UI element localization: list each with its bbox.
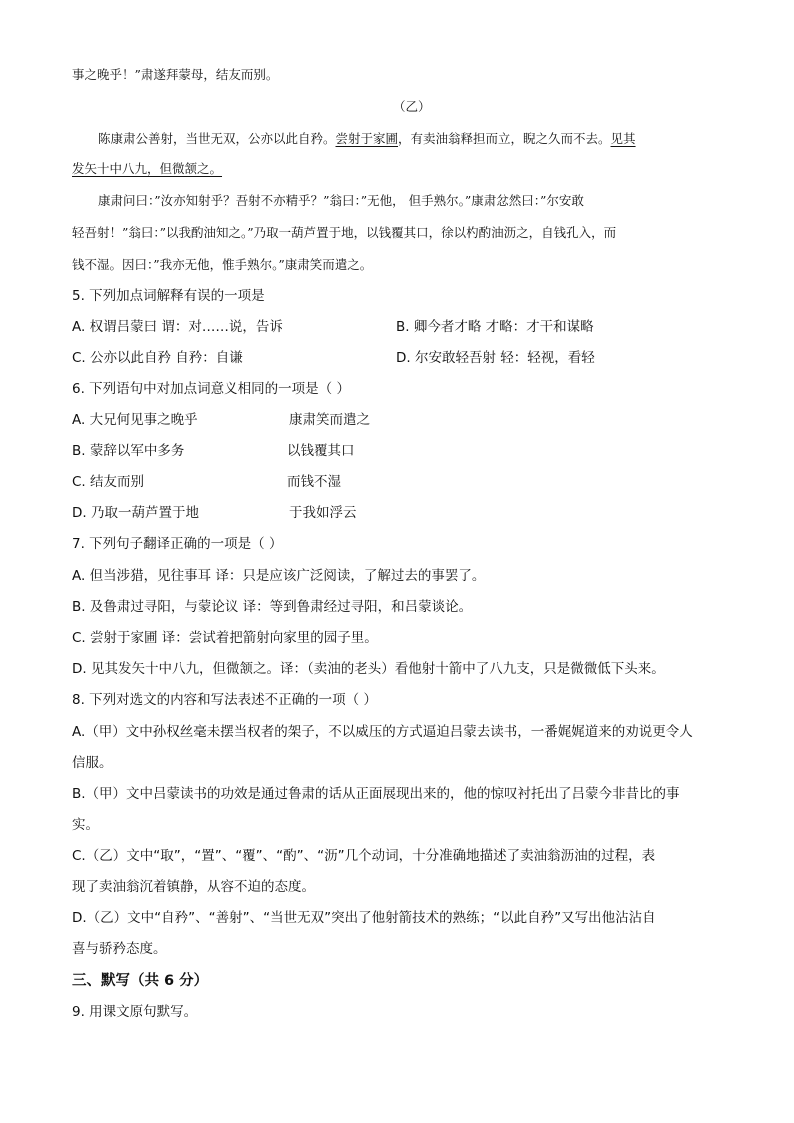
yi-p1-part1: 陈康肃公善射，当世无双，公亦以此自矜。 — [98, 131, 336, 146]
yi-paragraph-2-line-3: 钱不湿。因曰：”我亦无他，惟手熟尔。”康肃笑而遣之。 — [72, 257, 373, 272]
question-5-option-a: A. 权谓吕蒙曰 谓：对……说，告诉 — [72, 319, 283, 335]
yi-p1-underlined-1: 尝射于家圃 — [335, 131, 399, 146]
question-6-option-b-left: B. 蒙辞以军中多务 — [72, 443, 185, 459]
question-6-option-c-right: 而钱不湿 — [287, 474, 341, 490]
question-5-option-b: B. 卿今者才略 才略：才干和谋略 — [396, 319, 594, 335]
yi-paragraph-1-line-1 — [98, 128, 636, 150]
question-9-stem: 9. 用课文原句默写。 — [72, 1004, 198, 1020]
question-7-option-c: C. 尝射于家圃 译：尝试着把箭射向家里的园子里。 — [72, 630, 378, 646]
question-6-option-d-left: D. 乃取一葫芦置于地 — [72, 505, 199, 521]
question-7-option-d: D. 见其发矢十中八九，但微颔之。译：（卖油的老头）看他射十箭中了八九支，只是微微低下头来。 — [72, 661, 665, 677]
section-yi-label: （乙） — [393, 99, 431, 114]
question-7-option-b: B. 及鲁肃过寻阳，与蒙论议 译：等到鲁肃经过寻阳，和吕蒙谈论。 — [72, 599, 473, 615]
question-8-option-a-line-1: A.（甲）文中孙权丝毫未摆当权者的架子，不以威压的方式逼迫吕蒙去读书，一番娓娓道来的劝说更令人 — [72, 724, 693, 740]
question-8-option-d-line-1: D.（乙）文中“自矜”、“善射”、“当世无双”突出了他射箭技术的熟练；“以此自矜”又写出他沾沾自 — [72, 910, 656, 926]
question-5-stem: 5. 下列加点词解释有误的一项是 — [72, 288, 265, 304]
question-8-option-b-line-1: B.（甲）文中吕蒙读书的功效是通过鲁肃的话从正面展现出来的，他的惊叹衬托出了吕蒙今非昔比的事 — [72, 786, 680, 802]
yi-paragraph-2-line-1: 康肃问曰：”汝亦知射乎？吾射不亦精乎？”翁曰：”无他， 但手熟尔。”康肃忿然曰：”尔安敢 — [98, 193, 584, 208]
question-6-stem: 6. 下列语句中对加点词意义相同的一项是（ ） — [72, 381, 350, 397]
passage-tail: 事之晚乎！”肃遂拜蒙母，结友而别。 — [72, 67, 279, 82]
question-8-option-c-line-1: C.（乙）文中“取”，“置”、“覆”、“酌”、“沥”几个动词，十分准确地描述了卖油翁沥油的过程，表 — [72, 848, 656, 864]
question-7-option-a: A. 但当涉猎，见往事耳 译：只是应该广泛阅读，了解过去的事罢了。 — [72, 568, 486, 584]
question-6-option-b-right: 以钱覆其口 — [287, 443, 355, 459]
yi-paragraph-2-line-2: 轻吾射！”翁曰：”以我酌油知之。”乃取一葫芦置于地，以钱覆其口，徐以杓酌油沥之，自钱孔入，而 — [72, 225, 617, 240]
question-6-option-c-left: C. 结友而别 — [72, 474, 145, 490]
question-8-stem: 8. 下列对选文的内容和写法表述不正确的一项（ ） — [72, 692, 377, 708]
question-8-option-b-line-2: 实。 — [72, 817, 99, 833]
question-5-option-c: C. 公亦以此自矜 自矜：自谦 — [72, 350, 243, 366]
question-6-option-a-left: A. 大兄何见事之晚乎 — [72, 412, 198, 428]
question-5-option-d: D. 尔安敢轻吾射 轻：轻视，看轻 — [396, 350, 595, 366]
yi-p1-part3: ，有卖油翁释担而立，睨之久而不去。 — [398, 131, 611, 146]
question-8-option-a-line-2: 信服。 — [72, 755, 113, 771]
question-8-option-c-line-2: 现了卖油翁沉着镇静，从容不迫的态度。 — [72, 879, 315, 895]
yi-p1-underlined-2: 见其 — [610, 131, 636, 146]
question-7-stem: 7. 下列句子翻译正确的一项是（ ） — [72, 536, 283, 552]
question-6-option-d-right: 于我如浮云 — [289, 505, 357, 521]
question-8-option-d-line-2: 喜与骄矜态度。 — [72, 941, 167, 957]
section-3-heading: 三、默写（共 6 分） — [72, 973, 209, 989]
yi-paragraph-1-line-2: 发矢十中八九，但微颔之。 — [72, 161, 223, 176]
question-6-option-a-right: 康肃笑而遣之 — [289, 412, 370, 428]
